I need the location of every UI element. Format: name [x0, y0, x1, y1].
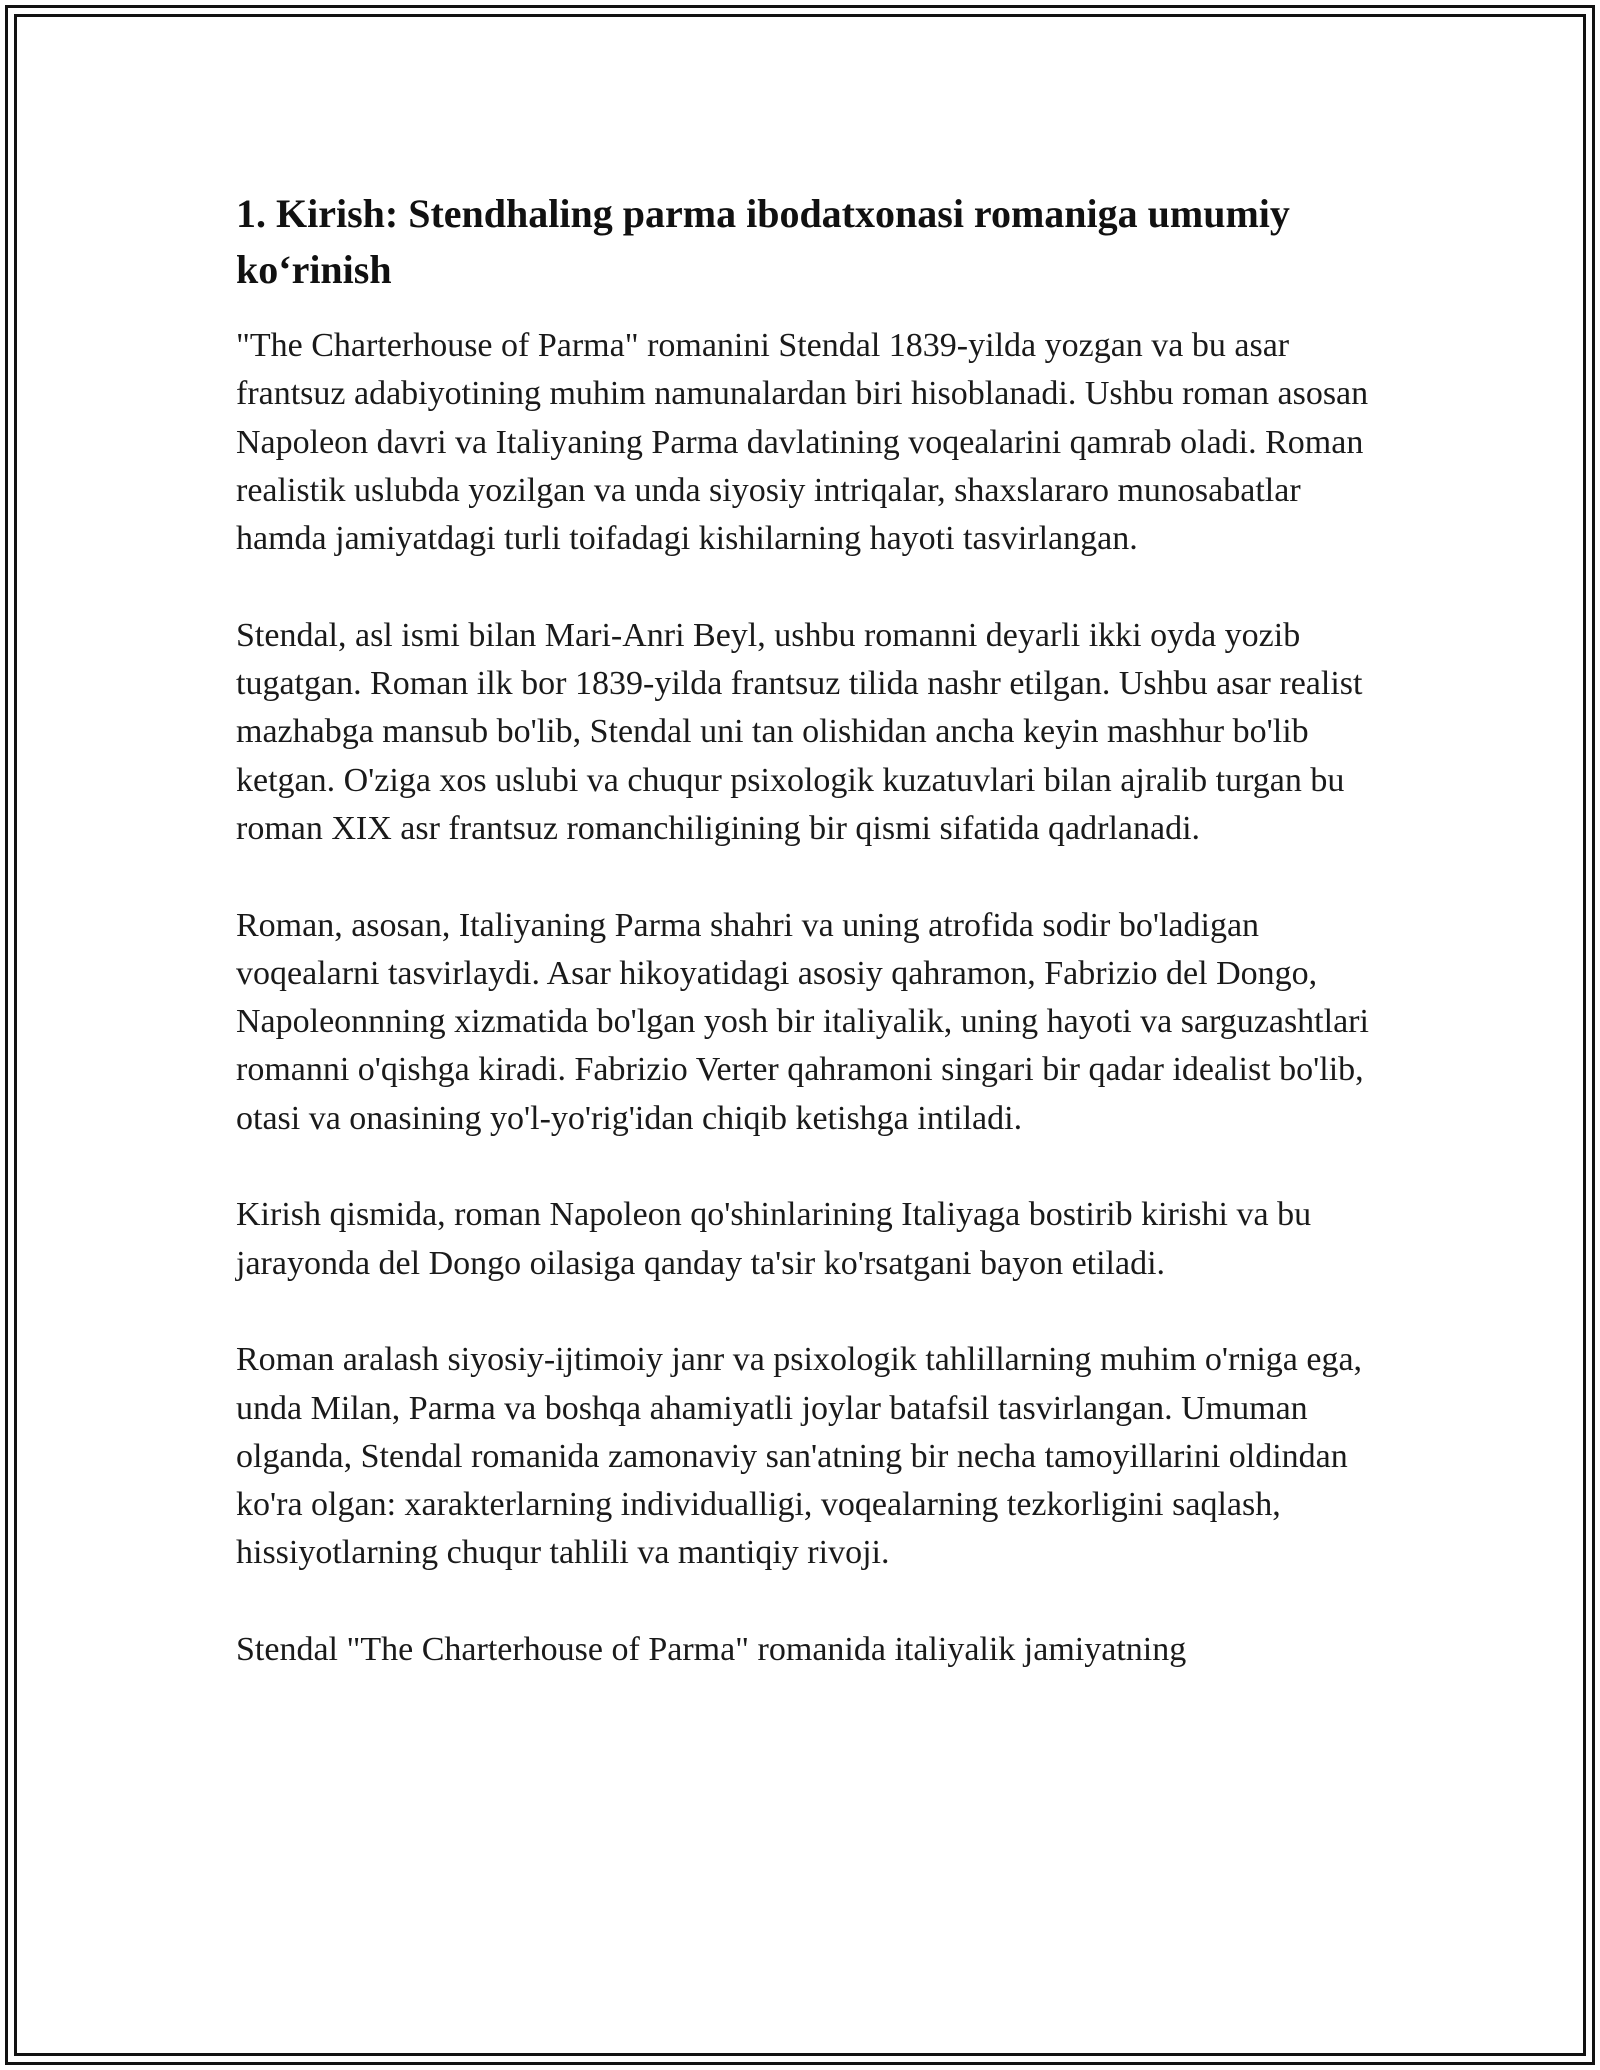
paragraph-3: Roman, asosan, Italiyaning Parma shahri va uning atrofida sodir bo'ladigan voqealarni tasvirlaydi. Asar hikoyatidagi asosiy qahramon, Fabrizio del Dongo, Napoleonnning xizmatida bo'lgan yosh bir italiyalik, uning hayoti va sarguzashtlari romanni o'qishga kiradi. Fabrizio Verter qahramoni singari bir qadar idealist bo'lib, otasi va onasining yo'l-yo'rig'idan chiqib ketishga intiladi. [236, 906, 1369, 1137]
paragraph-4: Kirish qismida, roman Napoleon qo'shinlarining Italiyaga bostirib kirishi va bu jarayonda del Dongo oilasiga qanday ta'sir ko'rsatgani bayon etiladi. [236, 1196, 1312, 1282]
paragraph-2: Stendal, asl ismi bilan Mari-Anri Beyl, ushbu romanni deyarli ikki oyda yozib tugatgan. Roman ilk bor 1839-yilda frantsuz tilida nashr etilgan. Ushbu asar realist mazhabga mansub bo'lib, Stendal uni tan olishidan ancha keyin mashhur bo'lib ketgan. O'ziga xos uslubi va chuqur psixologik kuzatuvlari bilan ajralib turgan bu roman XIX asr frantsuz romanchiligining bir qismi sifatida qadrlanadi. [236, 616, 1363, 847]
document-body [236, 186, 1376, 1723]
paragraph-1: "The Charterhouse of Parma" romanini Stendal 1839-yilda yozgan va bu asar frantsuz adabiyotining muhim namunalardan biri hisoblanadi. Ushbu roman asosan Napoleon davri va Italiyaning Parma davlatining voqealarini qamrab oladi. Roman realistik uslubda yozilgan va unda siyosiy intriqalar, shaxslararo munosabatlar hamda jamiyatdagi turli toifadagi kishilarning hayoti tasvirlangan. [236, 327, 1369, 558]
paragraph-6: Stendal "The Charterhouse of Parma" romanida italiyalik jamiyatning [236, 1631, 1187, 1669]
section-heading: 1. Kirish: Stendhaling parma ibodatxonasi romaniga umumiy koʻrinish [236, 191, 1290, 292]
paragraph-5: Roman aralash siyosiy-ijtimoiy janr va psixologik tahlillarning muhim o'rniga ega, unda Milan, Parma va boshqa ahamiyatli joylar batafsil tasvirlangan. Umuman olganda, Stendal romanida zamonaviy san'atning bir necha tamoyillarini oldindan ko'ra olgan: xarakterlarning individualligi, voqealarning tezkorligini saqlash, hissiyotlarning chuqur tahlili va mantiqiy rivoji. [236, 1341, 1363, 1572]
